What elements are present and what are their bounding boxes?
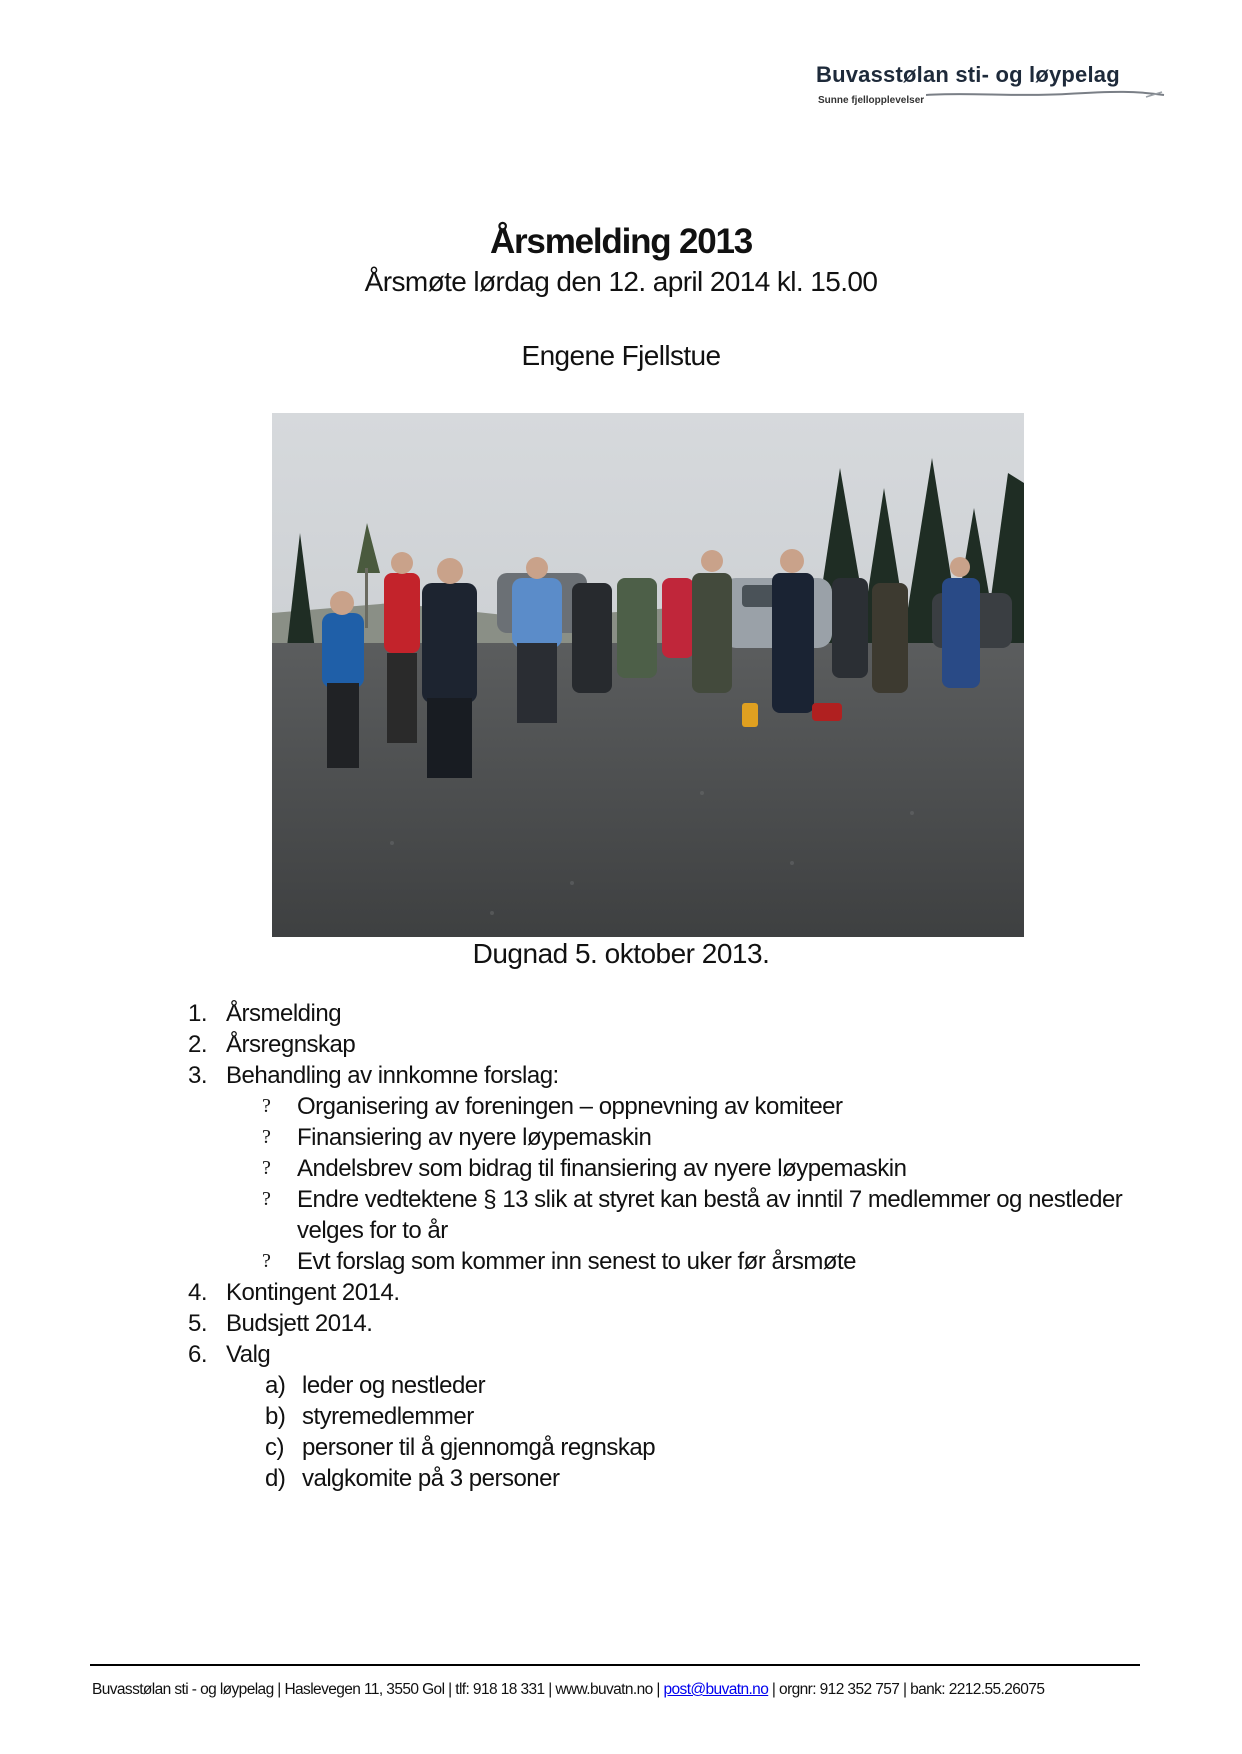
item-text: Årsmelding bbox=[226, 1000, 342, 1027]
bullet-glyph: ? bbox=[262, 1188, 271, 1210]
photo-caption: Dugnad 5. oktober 2013. bbox=[472, 938, 770, 969]
sub-item-text: personer til å gjennomgå regnskap bbox=[302, 1434, 656, 1461]
dugnad-photo bbox=[272, 413, 1024, 937]
bullet-glyph: ? bbox=[262, 1157, 271, 1179]
footer-divider bbox=[90, 1664, 1140, 1666]
footer-contact bbox=[92, 1681, 1044, 1699]
item-text: Årsregnskap bbox=[226, 1031, 356, 1058]
sub-item-letter: d) bbox=[265, 1465, 286, 1492]
item-number: 6. bbox=[188, 1341, 208, 1368]
sub-item-letter: a) bbox=[265, 1372, 286, 1399]
bullet-glyph: ? bbox=[262, 1250, 271, 1272]
organization-logo bbox=[816, 62, 1166, 114]
logo-tagline: Sunne fjellopplevelser bbox=[818, 95, 925, 106]
proposal-text: Organisering av foreningen – oppnevning av komiteer bbox=[297, 1093, 843, 1120]
sub-item-text: leder og nestleder bbox=[302, 1372, 486, 1399]
email-link[interactable]: post@buvatn.no bbox=[663, 1681, 769, 1698]
item-number: 3. bbox=[188, 1062, 208, 1089]
footer-text-start: Buvasstølan sti - og løypelag | Haslevegen 11, 3550 Gol | tlf: 918 18 331 | www.buvatn.no | bbox=[92, 1681, 664, 1698]
item-number: 2. bbox=[188, 1031, 208, 1058]
sub-item-letter: c) bbox=[265, 1434, 284, 1461]
footer-text-end: | orgnr: 912 352 757 | bank: 2212.55.26075 bbox=[768, 1681, 1045, 1698]
bullet-glyph: ? bbox=[262, 1126, 271, 1148]
item-number: 1. bbox=[188, 1000, 208, 1027]
item-number: 5. bbox=[188, 1310, 208, 1337]
sub-item-text: valgkomite på 3 personer bbox=[302, 1465, 560, 1492]
meeting-venue: Engene Fjellstue bbox=[521, 340, 721, 371]
item-text: Behandling av innkomne forslag: bbox=[226, 1062, 559, 1089]
item-text: Budsjett 2014. bbox=[226, 1310, 373, 1337]
proposal-text: Andelsbrev som bidrag til finansiering av nyere løypemaskin bbox=[297, 1155, 907, 1182]
item-text: Valg bbox=[226, 1341, 271, 1368]
logo-title: Buvasstølan sti- og løypelag bbox=[816, 62, 1120, 87]
sub-item-text: styremedlemmer bbox=[302, 1403, 474, 1430]
proposal-text: Endre vedtektene § 13 slik at styret kan bestå av inntil 7 medlemmer og nestleder velges for to år bbox=[297, 1186, 1123, 1244]
logo-brush-stroke bbox=[926, 88, 1166, 100]
meeting-date: Årsmøte lørdag den 12. april 2014 kl. 15.00 bbox=[364, 266, 878, 297]
item-text: Kontingent 2014. bbox=[226, 1279, 400, 1306]
sub-item-letter: b) bbox=[265, 1403, 286, 1430]
document-title: Årsmelding 2013 bbox=[489, 222, 753, 261]
bullet-glyph: ? bbox=[262, 1095, 271, 1117]
proposal-text: Evt forslag som kommer inn senest to uker før årsmøte bbox=[297, 1248, 857, 1275]
item-number: 4. bbox=[188, 1279, 208, 1306]
proposal-text: Finansiering av nyere løypemaskin bbox=[297, 1124, 652, 1151]
